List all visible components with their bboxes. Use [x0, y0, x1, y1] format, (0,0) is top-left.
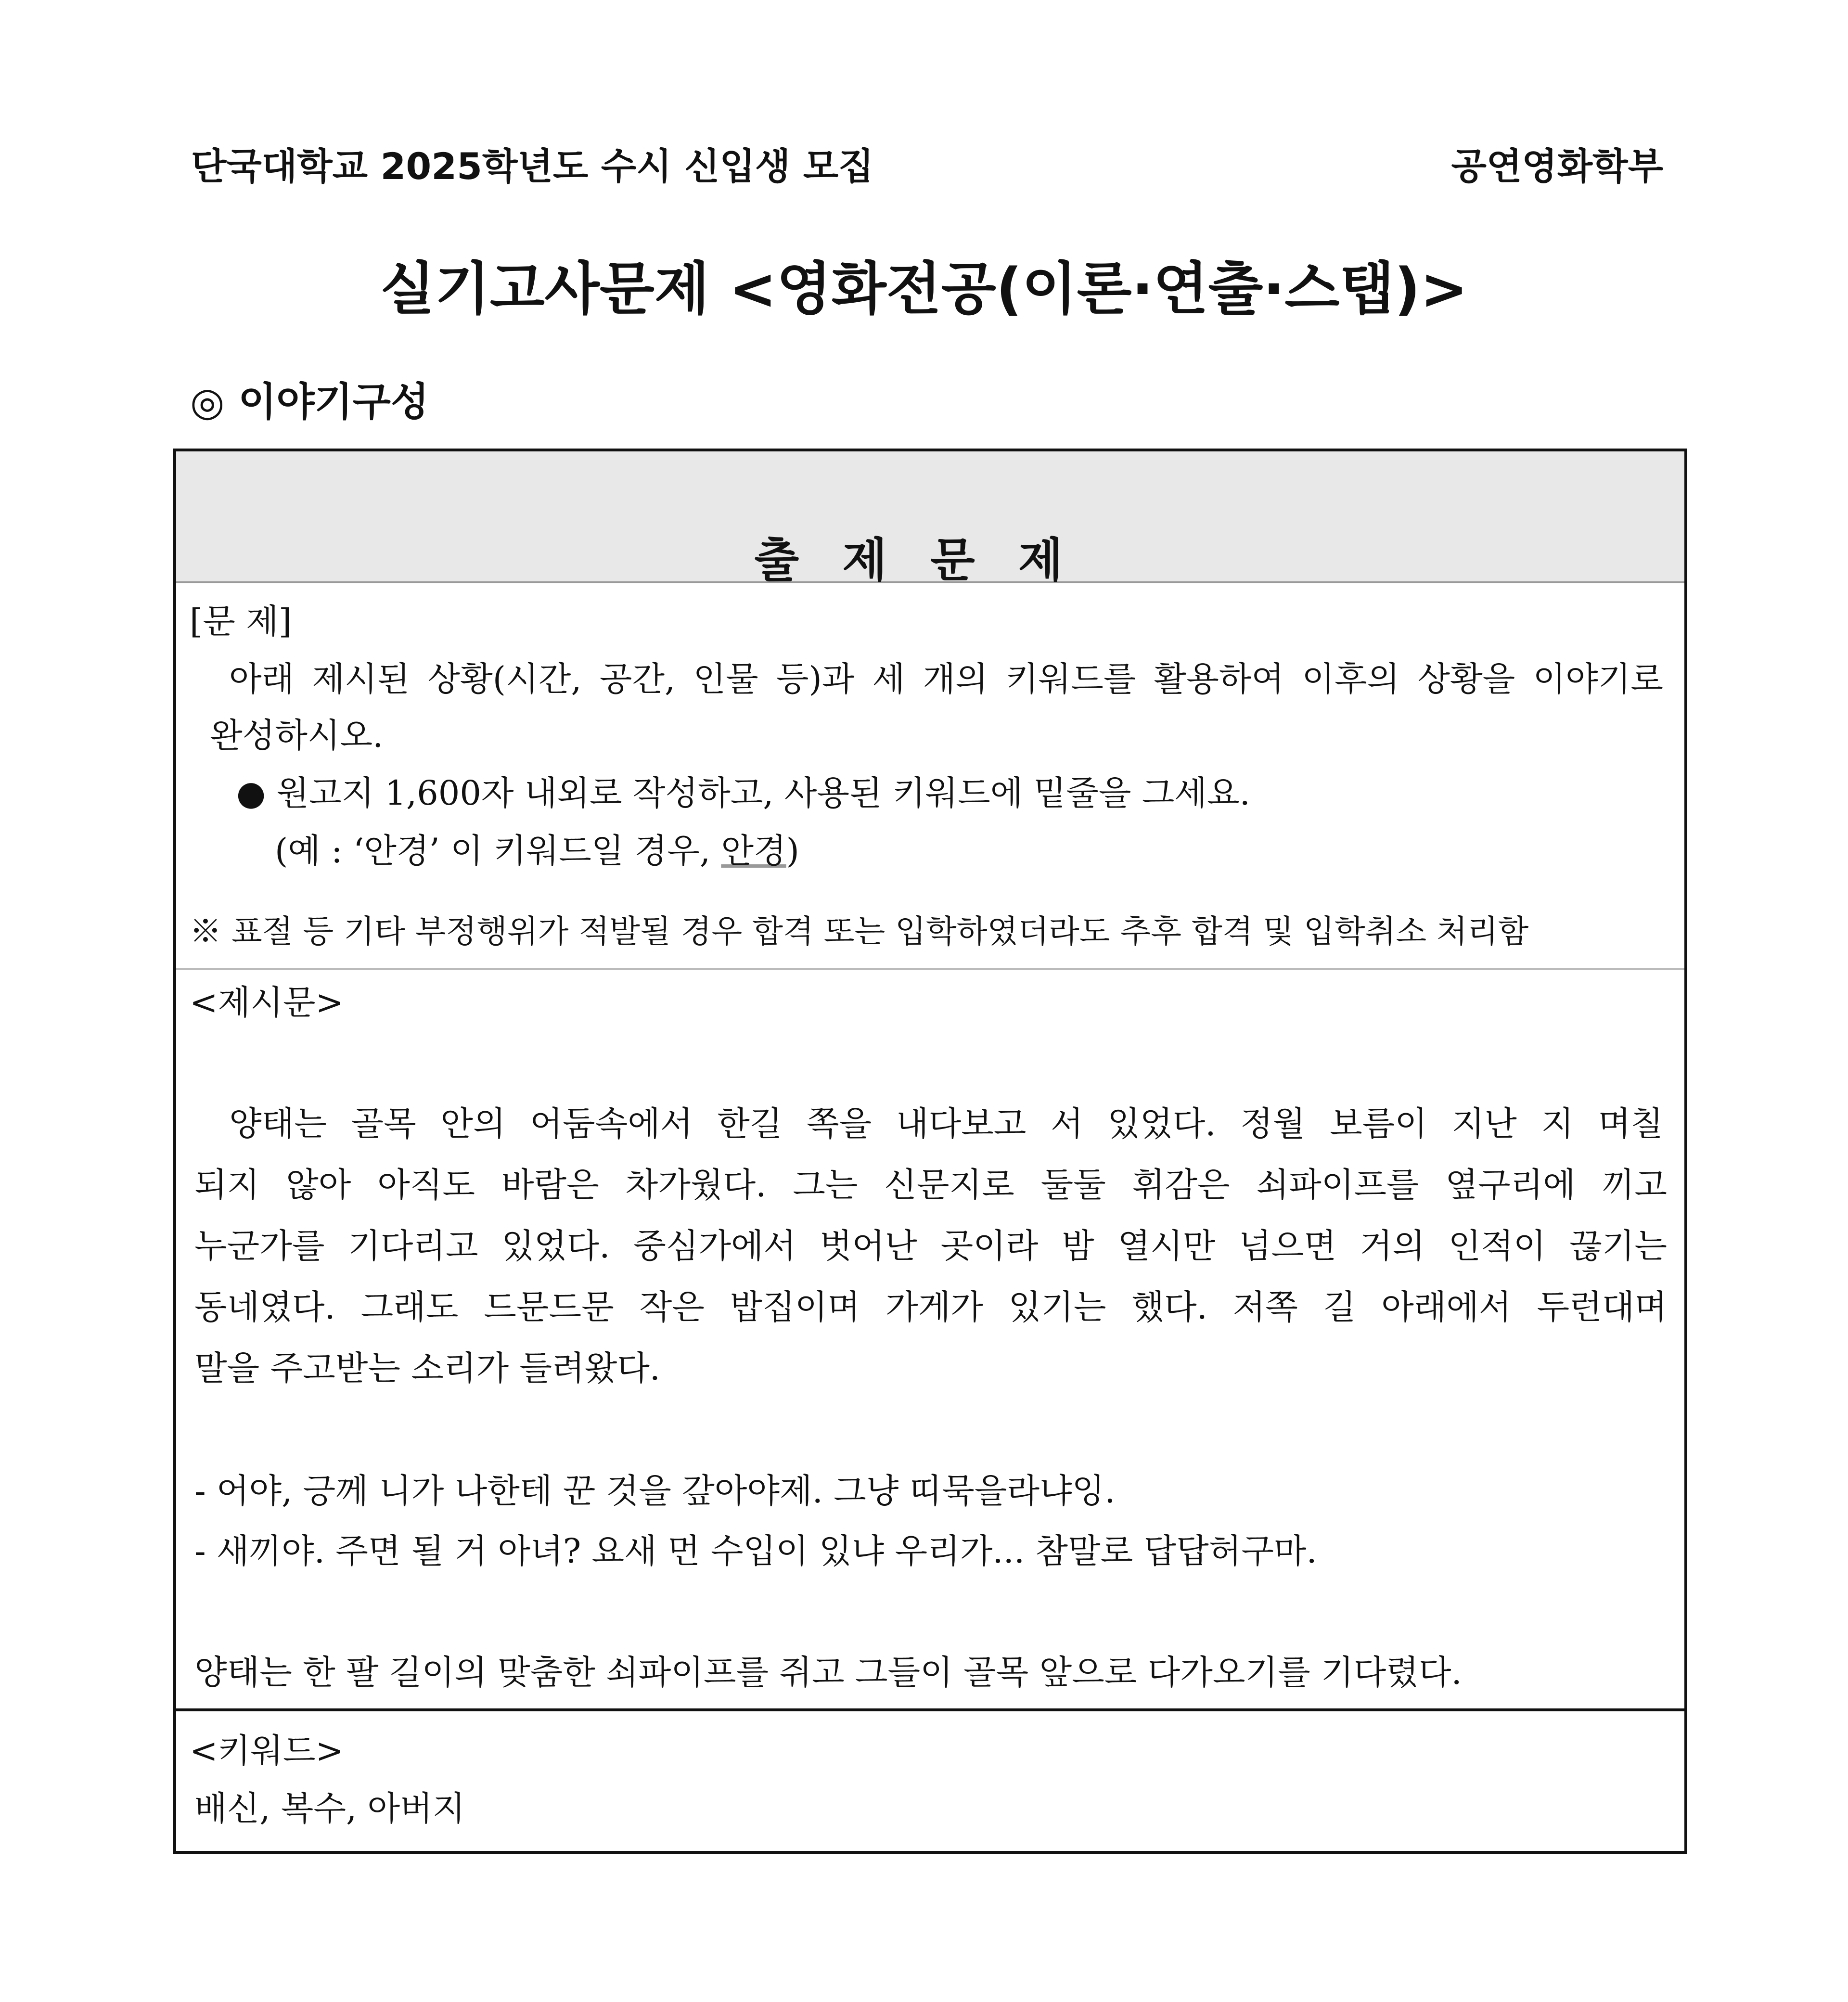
exam-box — [173, 449, 1687, 1854]
example-underlined: 안경 — [721, 831, 786, 871]
notice: ※ 표절 등 기타 부정행위가 적발될 경우 합격 또는 입학하였더라도 추후 합격 및 입학취소 처리함 — [190, 913, 1529, 950]
problem-label: [문 제] — [190, 602, 292, 641]
passage-line: 동네였다. 그래도 드문드문 작은 밥집이며 가게가 있기는 했다. 저쪽 길 아래에서 두런대며 — [194, 1287, 1667, 1327]
dialogue-line: - 새끼야. 주면 될 거 아녀? 요새 먼 수입이 있냐 우리가... 참말로 답답허구마. — [194, 1531, 1317, 1571]
passage-label: <제시문> — [190, 983, 344, 1022]
keywords: 배신, 복수, 아버지 — [194, 1789, 465, 1828]
header-right: 공연영화학부 — [1451, 145, 1663, 188]
box-heading-bar — [176, 451, 1684, 587]
example-prefix: (예 : ‘안경’ 이 키워드일 경우, — [275, 831, 721, 871]
bullet-text: 원고지 1,600자 내외로 작성하고, 사용된 키워드에 밑줄을 그세요. — [276, 773, 1250, 813]
instruction-line1: 아래 제시된 상황(시간, 공간, 인물 등)과 세 개의 키워드를 활용하여 이후의 상황을 이야기로 — [229, 659, 1663, 699]
box-heading: 출제문제 — [754, 533, 1106, 587]
bullet-item: ● 원고지 1,600자 내외로 작성하고, 사용된 키워드에 밑줄을 그세요. — [236, 773, 1250, 813]
closing-line: 양태는 한 팔 길이의 맞춤한 쇠파이프를 쥐고 그들이 골목 앞으로 다가오기를 기다렸다. — [194, 1653, 1462, 1692]
keyword-label: <키워드> — [190, 1731, 344, 1771]
passage-line: 말을 주고받는 소리가 들려왔다. — [194, 1348, 661, 1388]
instruction-line2: 완성하시오. — [210, 716, 384, 755]
example-suffix: ) — [786, 831, 799, 871]
page-title: 실기고사문제 <영화전공(이론·연출·스탭)> — [380, 256, 1468, 322]
header-left: 단국대학교 2025학년도 수시 신입생 모집 — [191, 145, 874, 188]
divider — [176, 1708, 1684, 1711]
example-line — [275, 831, 799, 871]
dialogue-line: - 어야, 긍께 니가 나한테 꾼 것을 갚아야제. 그냥 띠묵을라냐잉. — [194, 1471, 1116, 1511]
divider — [176, 968, 1684, 970]
passage-line: 되지 않아 아직도 바람은 차가웠다. 그는 신문지로 둘둘 휘감은 쇠파이프를 옆구리에 끼고 — [194, 1165, 1667, 1205]
passage-line: 누군가를 기다리고 있었다. 중심가에서 벗어난 곳이라 밤 열시만 넘으면 거의 인적이 끊기는 — [194, 1226, 1667, 1266]
section-title: ◎ 이야기구성 — [190, 379, 429, 425]
passage-line: 양태는 골목 안의 어둠속에서 한길 쪽을 내다보고 서 있었다. 정월 보름이 지난 지 며칠 — [229, 1104, 1663, 1143]
